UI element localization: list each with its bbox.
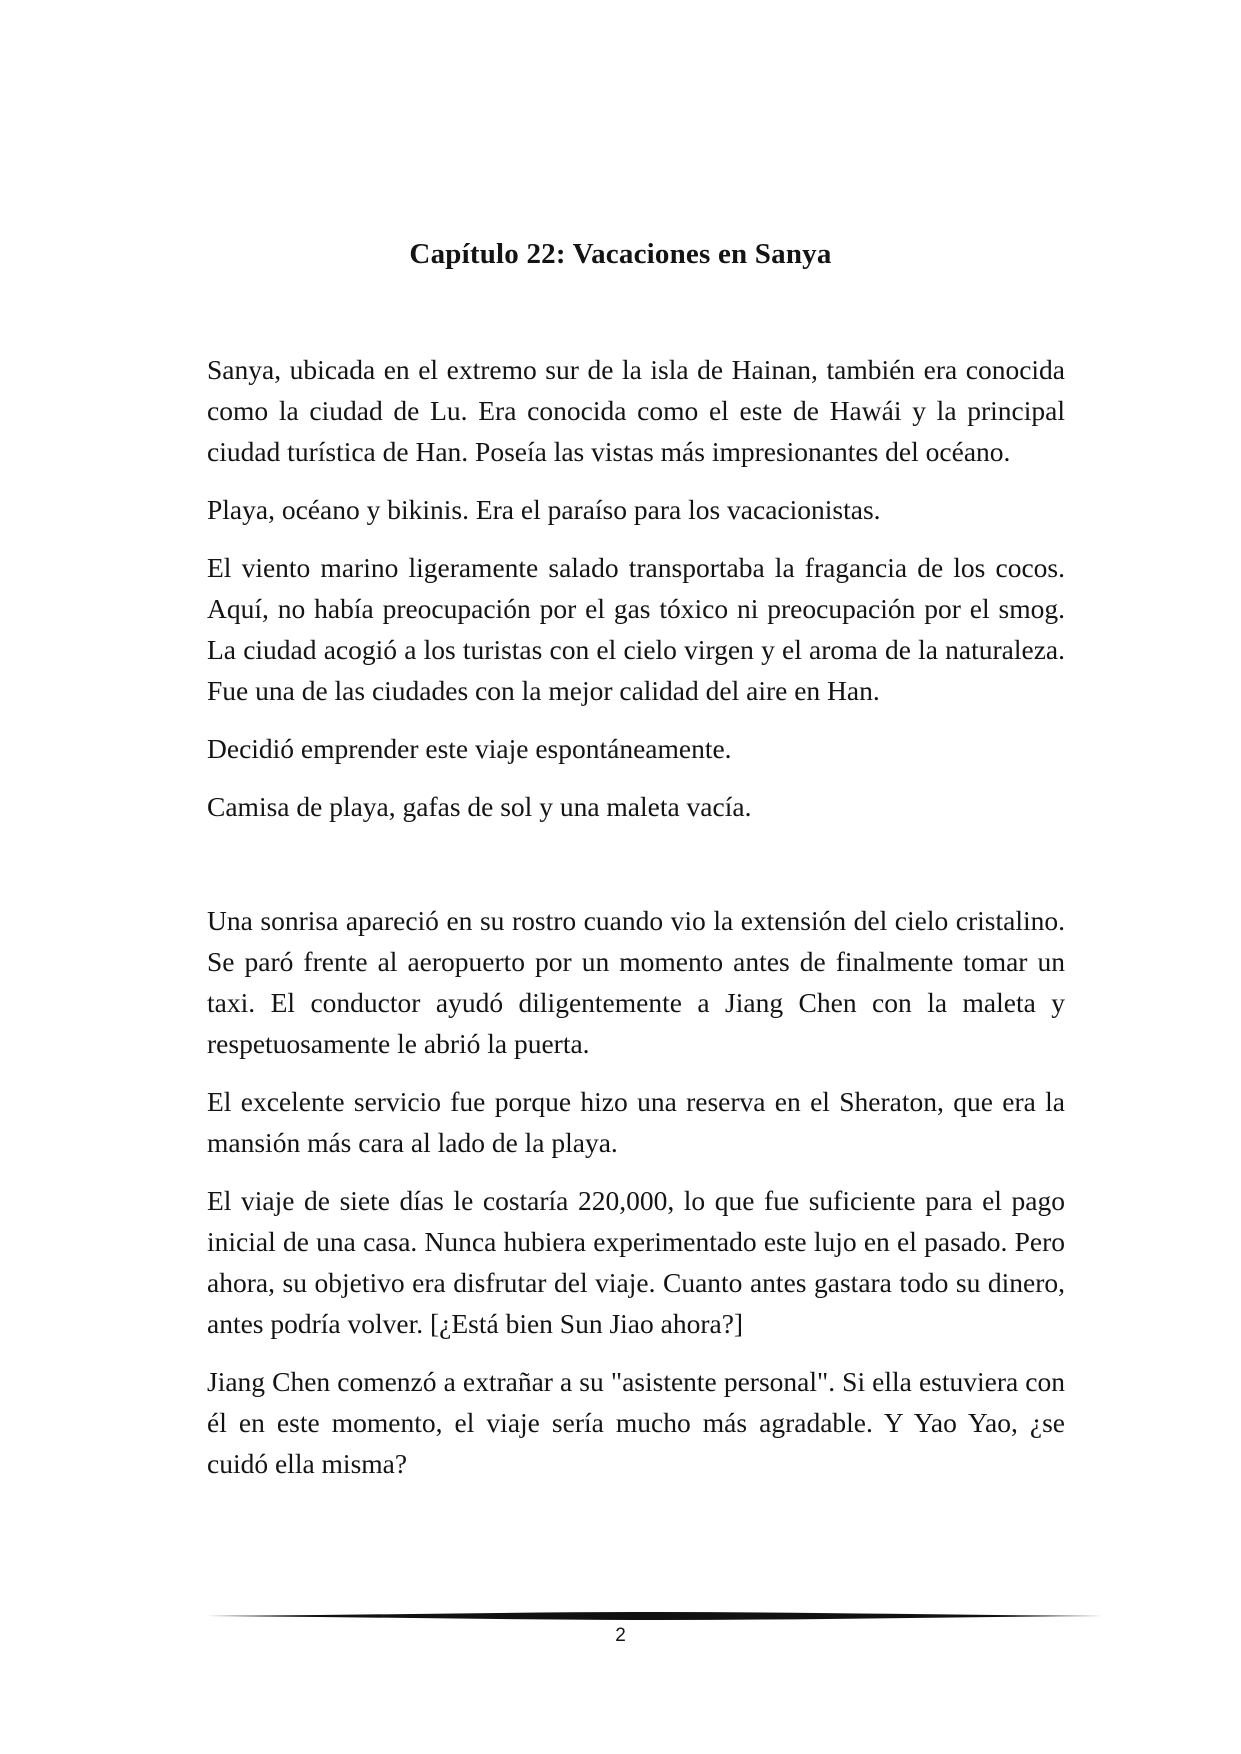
chapter-title: Capítulo 22: Vacaciones en Sanya [409, 238, 832, 270]
scene-break [207, 844, 1065, 900]
page-number: 2 [615, 1625, 626, 1646]
chapter-body [207, 349, 1065, 1501]
paragraph-7: El excelente servicio fue porque hizo una reserva en el Sheraton, que era la mansión más cara al lado de la playa. [207, 1086, 1065, 1158]
paragraph-6: Una sonrisa apareció en su rostro cuando vio la extensión del cielo cristalino. Se paró frente al aeropuerto por un momento antes de finalmente tomar un taxi. El conductor ayudó diligentemente a Jiang Chen con la maleta y respetuosamente le abrió la puerta. [207, 905, 1065, 1059]
paragraph-4: Decidió emprender este viaje espontáneamente. [207, 733, 732, 764]
paragraph-3: El viento marino ligeramente salado transportaba la fragancia de los cocos. Aquí, no había preocupación por el gas tóxico ni preocupación por el smog. La ciudad acogió a los turistas con el cielo virgen y el aroma de la naturaleza. Fue una de las ciudades con la mejor calidad del aire en Han. [207, 552, 1065, 706]
paragraph-5: Camisa de playa, gafas de sol y una maleta vacía. [207, 791, 752, 822]
paragraph-1: Sanya, ubicada en el extremo sur de la isla de Hainan, también era conocida como la ciudad de Lu. Era conocida como el este de Hawái y la principal ciudad turística de Han. Poseía las vistas más impresionantes del océano. [207, 354, 1065, 467]
paragraph-8: El viaje de siete días le costaría 220,000, lo que fue suficiente para el pago inicial de una casa. Nunca hubiera experimentado este lujo en el pasado. Pero ahora, su objetivo era disfrutar del viaje. Cuanto antes gastara todo su dinero, antes podría volver. [¿Está bien Sun Jiao ahora?] [207, 1185, 1065, 1339]
paragraph-9: Jiang Chen comenzó a extrañar a su "asistente personal". Si ella estuviera con él en este momento, el viaje sería mucho más agradable. Y Yao Yao, ¿se cuidó ella misma? [207, 1366, 1065, 1479]
paragraph-2: Playa, océano y bikinis. Era el paraíso para los vacacionistas. [207, 494, 881, 525]
footer-divider [207, 1611, 1103, 1621]
